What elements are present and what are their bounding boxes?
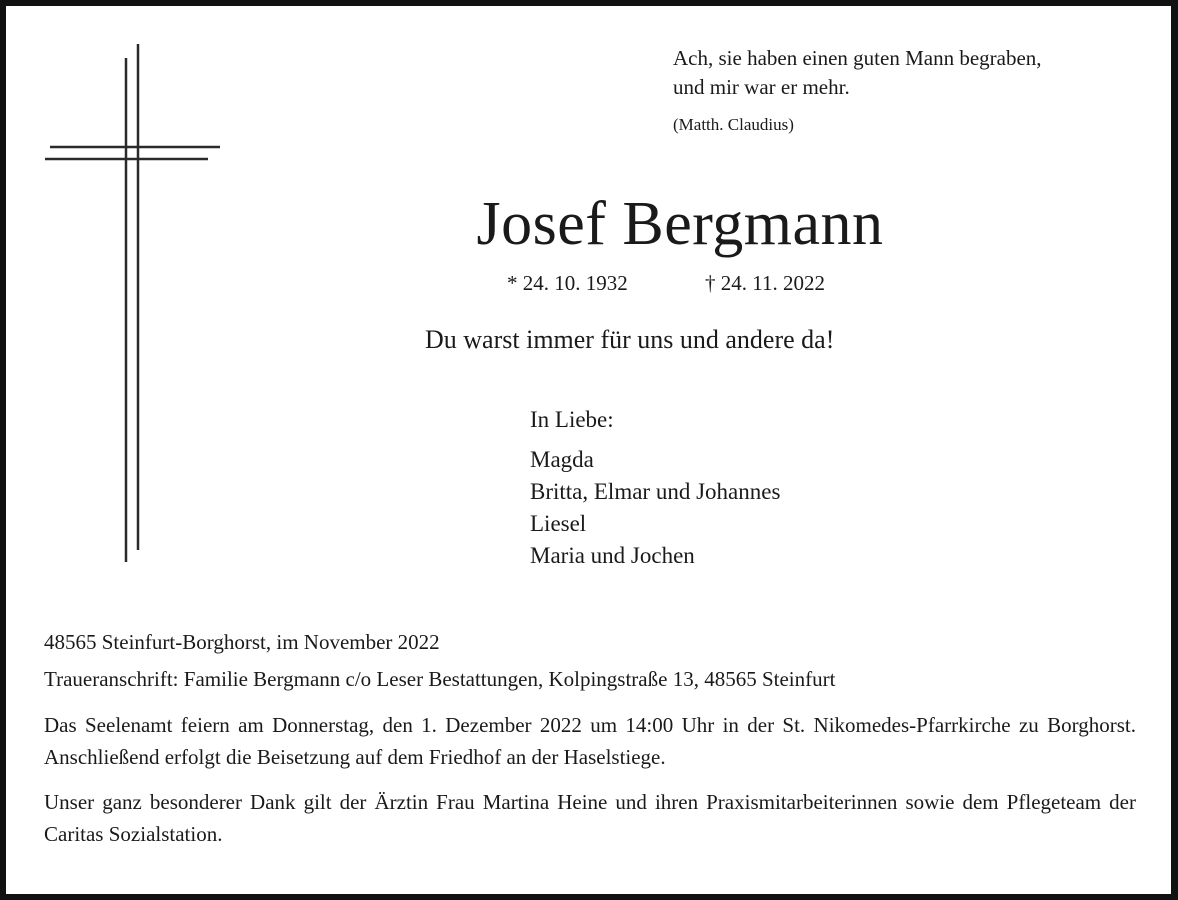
quote-line: Ach, sie haben einen guten Mann begraben, — [673, 46, 1042, 70]
cross-icon — [40, 40, 230, 570]
motto: Du warst immer für uns und andere da! — [425, 325, 835, 354]
deceased-name: Josef Bergmann — [476, 190, 884, 258]
epitaph-quote — [673, 44, 1042, 139]
death-date: † 24. 11. 2022 — [705, 271, 825, 295]
mourner-name: Maria und Jochen — [530, 543, 695, 568]
quote-line: und mir war er mehr. — [673, 75, 850, 99]
condolence-address: Traueranschrift: Familie Bergmann c/o Leser Bestattungen, Kolpingstraße 13, 48565 Steinfurt — [44, 667, 836, 691]
notice-footer — [44, 626, 1136, 850]
mourner-name: Magda — [530, 447, 594, 472]
mourners-intro: In Liebe: — [530, 407, 614, 432]
mourners-list — [530, 404, 780, 572]
place-date: 48565 Steinfurt-Borghorst, im November 2022 — [44, 630, 440, 654]
quote-author: (Matth. Claudius) — [673, 115, 794, 134]
thanks-text: Unser ganz besonderer Dank gilt der Ärztin Frau Martina Heine und ihren Praxismitarbeiterinnen sowie dem Pflegeteam der Caritas Sozialstation. — [44, 790, 1136, 846]
mourner-name: Liesel — [530, 511, 587, 536]
mourner-name: Britta, Elmar und Johannes — [530, 479, 781, 504]
service-info: Das Seelenamt feiern am Donnerstag, den 1. Dezember 2022 um 14:00 Uhr in der St. Nikomedes-Pfarrkirche zu Borghorst. Anschließend erfolgt die Beisetzung auf dem Friedhof an der Haselstiege. — [44, 713, 1136, 769]
birth-date: * 24. 10. 1932 — [507, 271, 628, 295]
